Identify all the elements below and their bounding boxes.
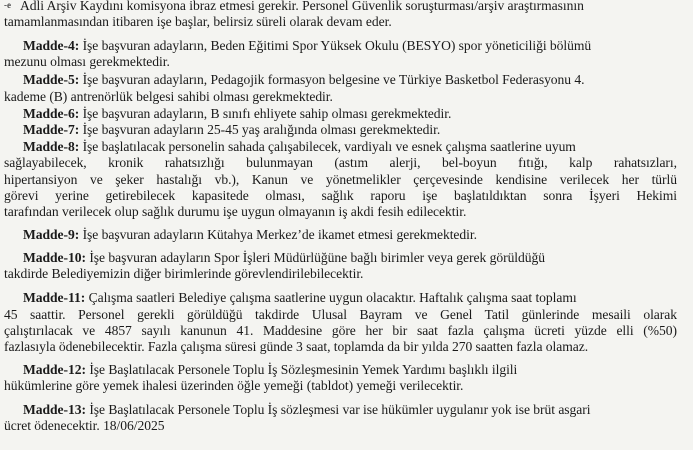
article-11-text-1: Çalışma saatleri Belediye çalışma saatlerine uygun olacaktır. Haftalık çalışma saat toplamı: [85, 290, 577, 305]
article-10-label: Madde-10:: [23, 250, 86, 265]
article-8-line-1: [23, 139, 677, 155]
article-7-text-1: İşe başvuran adayların 25-45 yaş aralığında olması gerekmektedir.: [79, 122, 441, 137]
article-13-line-2: ücret ödenecektir. 18/06/2025: [4, 418, 165, 433]
article-11-line-4: fazlasıyla ödenebilecektir. Fazla çalışma süresi günde 3 saat, toplamda da bir yılda 270 saatten fazla olamaz.: [4, 339, 589, 354]
article-8-line-2: sağlayabilecek, kronik rahatsızlığı bulunmayan (astım alerji, bel-boyun fıtığı, kalp rahatsızları,: [4, 155, 677, 170]
article-11-line-1: [23, 290, 677, 306]
article-7-label: Madde-7:: [23, 122, 80, 137]
article-8-line-4: görevi yerine getirebilecek kapasitede olması, sağlık raporu işe başlatıldıktan sonra İşyeri Hekimi: [4, 188, 677, 203]
article-13-line-1: [23, 402, 677, 418]
article-12-line-2: hükümlerine göre yemek ihalesi üzerinden öğle yemeği (tabldot) yemeği verilecektir.: [4, 378, 464, 393]
article-6-line-1: [23, 106, 451, 122]
article-11-line-2: 45 saattir. Personel gerekli görüldüğü takdirde Ulusal Bayram ve Genel Tatil günlerinde mesaili olarak: [4, 307, 677, 322]
article-8-line-5: tarafından verilecek olup sağlık durumu işe uygun olmayanın iş akdi fesih edilecektir.: [4, 204, 467, 219]
article-9-label: Madde-9:: [23, 227, 80, 242]
article-11-label: Madde-11:: [23, 290, 86, 305]
article-4-line-1: [23, 38, 677, 54]
partial-top-mark: ‑e: [4, 0, 11, 10]
continued-line-2: tamamlanmasından itibaren işe başlar, belirsiz süreli olarak devam eder.: [4, 14, 392, 29]
article-12-label: Madde-12:: [23, 362, 86, 377]
article-5-label: Madde-5:: [23, 72, 80, 87]
continued-line-1: Adli Arşiv Kaydını komisyona ibraz etmesi gerekir. Personel Güvenlik soruşturması/arşiv araştırmasının: [20, 0, 584, 13]
article-10-text-1: İşe başvuran adayların Spor İşleri Müdürlüğüne bağlı birimler veya gerek görüldüğü: [85, 250, 546, 265]
article-7-line-1: [23, 122, 440, 138]
article-9-text-1: İşe başvuran adayların Kütahya Merkez’de ikamet etmesi gerekmektedir.: [79, 227, 477, 242]
article-11-line-3: çalıştırılacak ve 4857 sayılı kanunun 41. Maddesine göre her bir saat fazla çalışma ücreti yüzde elli (%50): [4, 323, 677, 338]
article-8-line-3: hipertansiyon ve şeker hastalığı vb.), Kanun ve yönetmelikler çerçevesinde kendisine verilecek her türlü: [4, 172, 677, 187]
article-6-text-1: İşe başvuran adayların, B sınıfı ehliyete sahip olması gerekmektedir.: [79, 106, 452, 121]
article-13-label: Madde-13:: [23, 402, 86, 417]
article-8-label: Madde-8:: [23, 139, 80, 154]
article-4-text-1: İşe başvuran adayların, Beden Eğitimi Spor Yüksek Okulu (BESYO) spor yöneticiliği bölümü: [79, 38, 592, 53]
article-10-line-2: takdirde Belediyemizin diğer birimlerinde görevlendirilebilecektir.: [4, 266, 364, 281]
article-8-text-1: İşe başlatılacak personelin sahada çalışabilecek, vardiyalı ve esnek çalışma saatlerine uyum: [79, 139, 576, 154]
article-12-text-1: İşe Başlatılacak Personele Toplu İş Sözleşmesinin Yemek Yardımı başlıklı ilgili: [85, 362, 518, 377]
article-12-line-1: [23, 362, 677, 378]
article-5-text-1: İşe başvuran adayların, Pedagojik formasyon belgesine ve Türkiye Basketbol Federasyonu 4.: [79, 72, 585, 87]
article-4-line-2: mezunu olması gerekmektedir.: [4, 54, 170, 69]
article-5-line-1: [23, 72, 677, 88]
article-9-line-1: [23, 227, 477, 243]
article-5-line-2: kademe (B) antrenörlük belgesi sahibi olması gerekmektedir.: [4, 89, 333, 104]
article-13-text-1: İşe Başlatılacak Personele Toplu İş sözleşmesi var ise hükümler uygulanır yok ise brüt asgari: [85, 402, 591, 417]
article-10-line-1: [23, 250, 677, 266]
article-4-label: Madde-4:: [23, 38, 80, 53]
article-6-label: Madde-6:: [23, 106, 80, 121]
